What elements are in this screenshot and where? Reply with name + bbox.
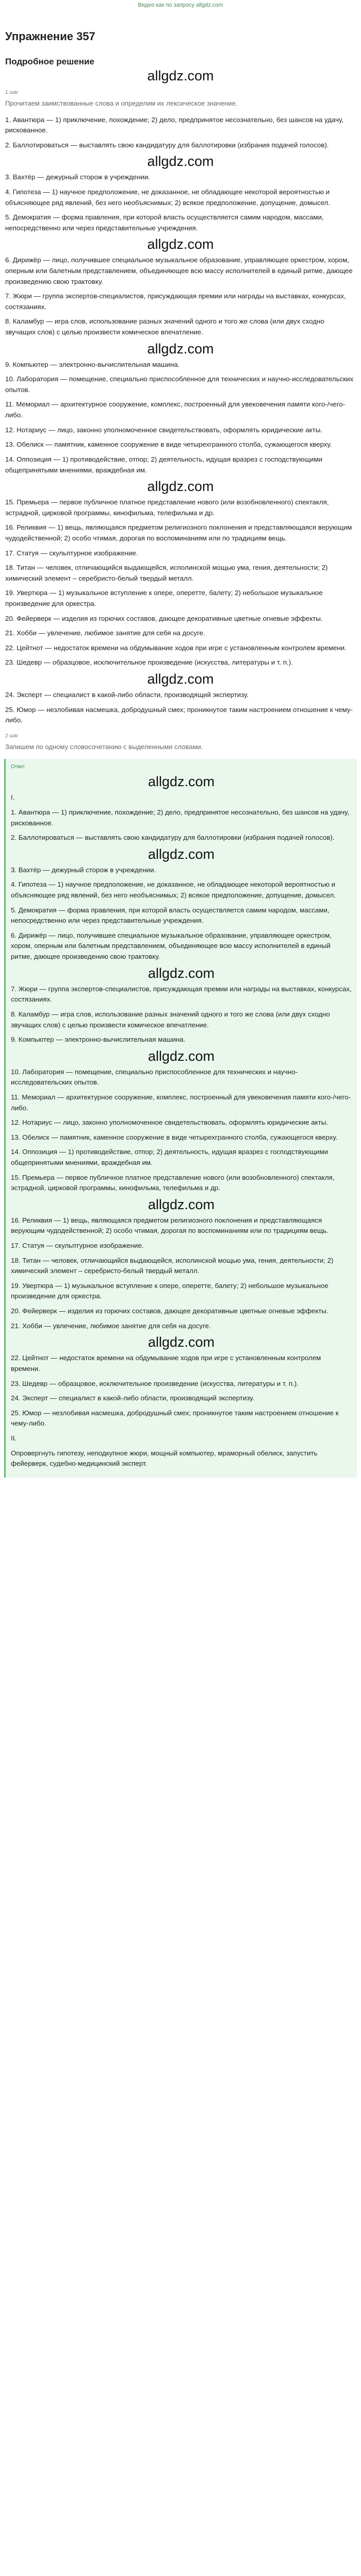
definition-item: 17. Статуя — скульптурное изображение. — [5, 549, 138, 557]
definition-item: 7. Жюри — группа экспертов-специалистов, присуждающая премии или награды на выставках, конкурсах, состязаниях. — [11, 985, 352, 1004]
definition-item: 1. Авантюра — 1) приключение, похождение; 2) дело, предпринятое несознательно, без шансов на удачу, рискованное. — [11, 808, 350, 827]
definition-item: 6. Дирижёр — лицо, получившее специальное музыкальное образование, управляющее оркестром, хором, оперным или балетным представлением, объединяющее всю массу исполнителей в единый ритме, дающее произведению свою трактовку. — [11, 931, 332, 961]
watermark: allgdz.com — [147, 671, 214, 687]
watermark: allgdz.com — [147, 154, 214, 170]
definition-item: 3. Вахтёр — дежурный сторож в учреждении. — [11, 866, 156, 874]
step-1-text: Прочитаем заимствованные слова и определим их лексическое значение. — [5, 99, 238, 107]
answer-badge: Ответ — [11, 764, 25, 770]
definition-item: 21. Хобби — увлечение, любимое занятие для себя на досуге. — [5, 629, 205, 637]
definition-item: 19. Увертюра — 1) музыкальное вступление к опере, оперетте, балету; 2) небольшое музыкальное произведение для оркестра. — [5, 589, 323, 607]
definition-item: 4. Гипотеза — 1) научное предположение, не доказанное, не обладающее некоторой вероятностью и объясняющее ряд явлений, без него необъяснимых; 2) всякое предположение, допущение, домысел. — [5, 188, 330, 207]
definition-item: 12. Нотариус — лицо, законно уполномоченное свидетельствовать, оформлять юридические акты. — [11, 1118, 328, 1127]
definition-item: 11. Мемориал — архитектурное сооружение, комплекс, построенный для увековечения памяти кого-/чего-либо. — [5, 400, 346, 419]
definition-item: 14. Оппозиция — 1) противодействие, отпор; 2) деятельность, идущая вразрез с господствующими общепринятыми мнениями, враждебная им. — [11, 1148, 329, 1166]
definition-item: 24. Эксперт — специалист в какой-либо области, производящий экспертизу. — [5, 691, 249, 699]
step-2-text: Запишем по одному словосочетанию с выделенными словами. — [5, 742, 203, 751]
step-1-badge: 1 шаг — [5, 90, 19, 95]
definition-item: 7. Жюри — группа экспертов-специалистов, присуждающая премии или награды на выставках, конкурсах, состязаниях. — [5, 292, 346, 311]
watermark: allgdz.com — [147, 774, 215, 790]
watermark: allgdz.com — [147, 68, 214, 83]
watermark: allgdz.com — [147, 479, 214, 495]
definition-item: 4. Гипотеза — 1) научное предположение, не доказанное, не обладающее некоторой вероятностью и объясняющее ряд явлений, без него необъяснимых; 2) всякое предположение, допущение, домысел. — [11, 880, 336, 900]
definition-item: 23. Шедевр — образцовое, исключительное произведение (искусства, литературы и т. п.). — [5, 658, 293, 667]
answer-roman-2: II. — [11, 1434, 17, 1442]
answer-box — [4, 759, 357, 1477]
definition-item: 22. Цейтнот — недостаток времени на обдумывание ходов при игре с установленным контролем времени. — [11, 1354, 321, 1372]
definition-item: 16. Реликвия — 1) вещь, являющаяся предметом религиозного поклонения и представляющаяся верующим чудодейственной; 2) особо чтимая, дорогая по воспоминаниям или по традициям вещь. — [11, 1216, 329, 1235]
definition-item: 9. Компьютер — электронно-вычислительная машина. — [11, 1036, 186, 1044]
definition-item: 15. Премьера — первое публичное платное представление нового (или возобновленного) спектакля, эстрадной, цирковой программы, кинофильма, телефильма и др. — [11, 1173, 335, 1192]
definition-item: 13. Обелиск — памятник, каменное сооружение в виде четырехгранного столба, сужающегося кверху. — [5, 440, 332, 449]
definition-item: 8. Каламбур — игра слов, использование разных значений одного и того же слова (или двух сходно звучащих слов) с целью произвести комическое впечатление. — [11, 1010, 330, 1029]
definition-item: 18. Титан — человек, отличающийся выдающейся, исполинской мощью ума, гения, деятельности; 2) химический элемент – серебристо-белый твердый металл. — [5, 564, 328, 582]
definition-item: 20. Фейерверк — изделия из горючих составов, дающее декоративные цветные огневые эффекты. — [5, 614, 323, 622]
definition-item: 25. Юмор — незлобивая насмешка, добродушный смех; проникнутое таким настроением отношение к чему-либо. — [5, 705, 353, 724]
definition-item: 5. Демократия — форма правления, при которой власть осуществляется самим народом, массами, непосредственно или через представительные учреждения. — [11, 906, 330, 925]
answer-roman-1: I. — [11, 793, 15, 802]
definition-item: 13. Обелиск — памятник, каменное сооружение в виде четырехгранного столба, сужающегося кверху. — [11, 1133, 338, 1141]
watermark: allgdz.com — [147, 341, 214, 357]
definition-item: 2. Баллотироваться — выставлять свою кандидатуру для баллотировки (избрания подачей голосов). — [5, 141, 329, 149]
definition-item: 16. Реликвия — 1) вещь, являющаяся предметом религиозного поклонения и представляющаяся верующим чудодейственной; 2) особо чтимая, дорогая по воспоминаниям или по традициям вещь. — [5, 523, 352, 542]
definition-item: 12. Нотариус — лицо, законно уполномоченное свидетельствовать, оформлять юридические акты. — [5, 426, 322, 434]
page-title: Упражнение 357 — [5, 30, 95, 43]
definition-item: 5. Демократия — форма правления, при которой власть осуществляется самим народом, массами, непосредственно или через представительные учреждения. — [5, 213, 324, 232]
definition-item: 20. Фейерверк — изделия из горючих составов, дающее декоративные цветные огневые эффекты. — [11, 1307, 329, 1315]
definition-item: 9. Компьютер — электронно-вычислительная машина. — [5, 360, 180, 368]
definition-item: 8. Каламбур — игра слов, использование разных значений одного и того же слова (или двух сходно звучащих слов) с целью произвести комическое впечатление. — [5, 317, 324, 336]
definition-item: 11. Мемориал — архитектурное сооружение, комплекс, построенный для увековечения памяти кого-/чего-либо. — [11, 1093, 351, 1112]
definition-item: 2. Баллотироваться — выставлять свою кандидатуру для баллотировки (избрания подачей голосов). — [11, 834, 335, 842]
watermark: allgdz.com — [147, 1048, 215, 1064]
top-note[interactable]: Видео как по запросу allgdz.com — [138, 2, 223, 8]
definition-item: 1. Авантюра — 1) приключение, похождение; 2) дело, предпринятое несознательно, без шансов на удачу, рискованное. — [5, 115, 344, 134]
definition-item: 10. Лаборатория — помещение, специально приспособленное для технических и научно-исследовательских опытов. — [11, 1067, 298, 1087]
watermark: allgdz.com — [147, 236, 214, 252]
definition-item: 10. Лаборатория — помещение, специально приспособленное для технических и научно-исследовательских опытов. — [5, 375, 354, 394]
step-2-badge: 2 шаг — [5, 733, 19, 739]
answer-phrases: Опровергнуть гипотезу, неподкупное жюри, мощный компьютер, мраморный обелиск, запустить фейерверк, судебно-медицинский эксперт. — [11, 1449, 318, 1468]
definition-item: 6. Дирижёр — лицо, получившее специальное музыкальное образование, управляющее оркестром, хором, оперным или балетным представлением, объединяющее всю массу исполнителей в единый ритме, дающее произведению свою трактовку. — [5, 256, 353, 285]
definition-item: 24. Эксперт — специалист в какой-либо области, производящий экспертизу. — [11, 1394, 255, 1402]
definitions-list — [0, 113, 361, 728]
definition-item: 3. Вахтёр — дежурный сторож в учреждении. — [5, 173, 151, 181]
definition-item: 21. Хобби — увлечение, любимое занятие для себя на досуге. — [11, 1321, 211, 1330]
watermark: allgdz.com — [147, 965, 215, 981]
section-heading: Подробное решение — [5, 57, 94, 66]
definition-item: 25. Юмор — незлобивая насмешка, добродушный смех; проникнутое таким настроением отношение к чему-либо. — [11, 1409, 339, 1428]
watermark: allgdz.com — [147, 846, 215, 862]
definition-item: 22. Цейтнот — недостаток времени на обдумывание ходов при игре с установленным контролем времени. — [5, 643, 347, 652]
watermark: allgdz.com — [147, 1196, 215, 1212]
definition-item: 17. Статуя — скульптурное изображение. — [11, 1242, 144, 1250]
definition-item: 23. Шедевр — образцовое, исключительное произведение (искусства, литературы и т. п.). — [11, 1379, 299, 1387]
definition-item: 14. Оппозиция — 1) противодействие, отпор; 2) деятельность, идущая вразрез с господствующими общепринятыми мнениями, враждебная им. — [5, 455, 323, 474]
definition-item: 18. Титан — человек, отличающийся выдающейся, исполинской мощью ума, гения, деятельности; 2) химический элемент – серебристо-белый твердый металл. — [11, 1256, 334, 1275]
answer-definitions-list — [9, 805, 354, 1431]
definition-item: 15. Премьера — первое публичное платное представление нового (или возобновленного) спектакля, эстрадной, цирковой программы, кинофильма, телефильма и др. — [5, 498, 329, 517]
definition-item: 19. Увертюра — 1) музыкальное вступление к опере, оперетте, балету; 2) небольшое музыкальное произведение для оркестра. — [11, 1281, 329, 1300]
watermark: allgdz.com — [147, 1334, 215, 1350]
